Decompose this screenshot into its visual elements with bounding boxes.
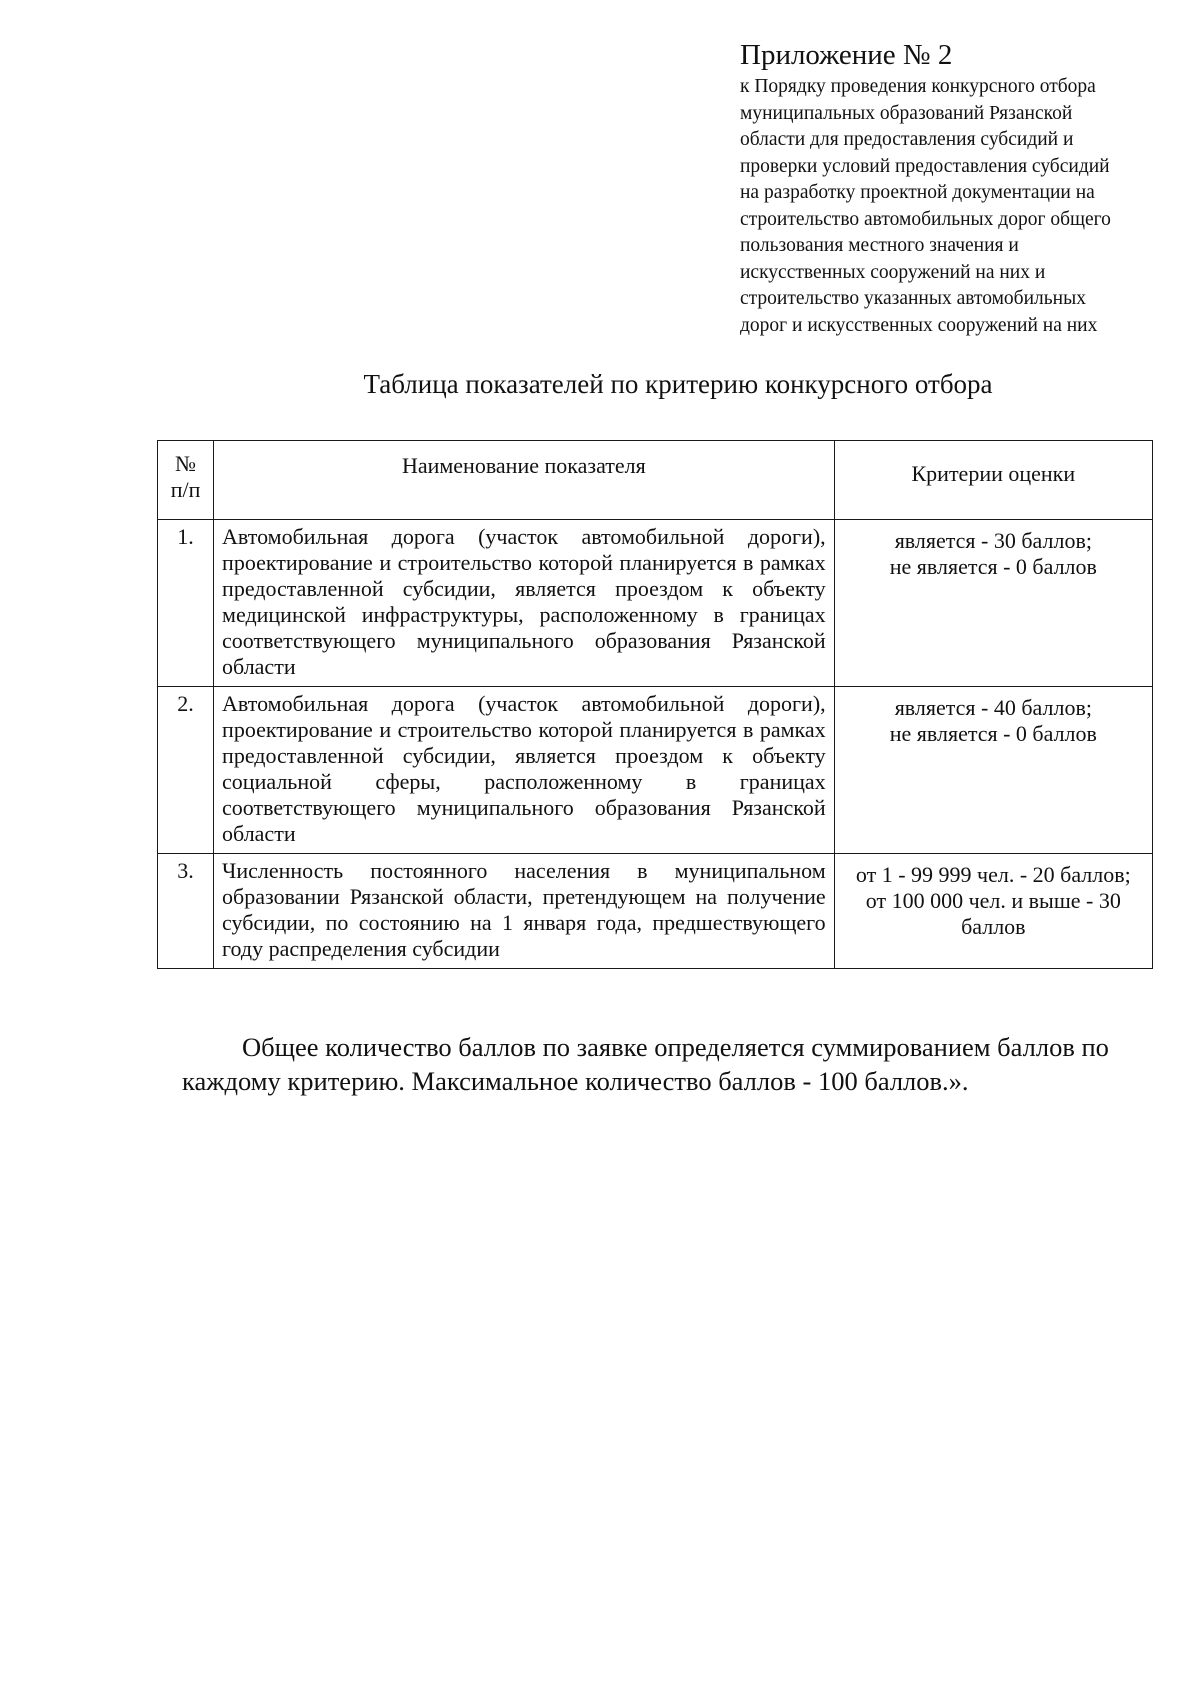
row-indicator-name: Численность постоянного населения в муниципальном образовании Рязанской области, претендующем на получение субсидии, по состоянию на 1 января года, предшествующего году распределения субсидии	[214, 854, 835, 969]
table-row	[158, 854, 1153, 969]
appendix-header	[740, 38, 1170, 339]
criteria-line: является - 30 баллов;	[894, 528, 1092, 553]
appendix-line: к Порядку проведения конкурсного отбора	[740, 76, 1096, 97]
header-number-abbr: п/п	[170, 477, 201, 502]
table-header-row	[158, 441, 1153, 520]
appendix-line: искусственных сооружений на них и	[740, 261, 1046, 283]
appendix-line: строительство автомобильных дорог общего	[740, 208, 1111, 230]
criteria-line: не является - 0 баллов	[889, 721, 1097, 746]
summary-line: Общее количество баллов по заявке определяется суммированием баллов по	[242, 1032, 1109, 1062]
criteria-line: не является - 0 баллов	[889, 554, 1097, 579]
row-number: 3.	[158, 854, 214, 969]
row-criteria	[834, 854, 1152, 969]
appendix-title: Приложение № 2	[740, 39, 953, 71]
appendix-line: дорог и искусственных сооружений на них	[740, 314, 1098, 336]
appendix-line: муниципальных образований Рязанской	[740, 102, 1073, 124]
header-number	[158, 441, 214, 520]
table-row	[158, 687, 1153, 854]
appendix-line: пользования местного значения и	[740, 235, 1019, 256]
appendix-line: проверки условий предоставления субсидий	[740, 155, 1110, 177]
appendix-line: области для предоставления субсидий и	[740, 129, 1074, 150]
criteria-line: от 1 - 99 999 чел. - 20 баллов;	[855, 862, 1131, 887]
criteria-line: является - 40 баллов;	[894, 695, 1092, 720]
header-criteria: Критерии оценки	[834, 441, 1152, 520]
row-number: 1.	[158, 520, 214, 687]
appendix-description	[740, 74, 1170, 339]
appendix-line: на разработку проектной документации на	[740, 182, 1095, 203]
header-number-symbol: №	[175, 451, 197, 476]
header-indicator-name: Наименование показателя	[214, 441, 835, 520]
table-title: Таблица показателей по критерию конкурсного отбора	[363, 369, 993, 399]
criteria-line: от 100 000 чел. и выше - 30 баллов	[865, 888, 1121, 939]
row-indicator-name: Автомобильная дорога (участок автомобильной дороги), проектирование и строительство которой планируется в рамках предоставленной субсидии, является проездом к объекту социальной сферы, расположенному в границах соответствующего муниципального образования Рязанской области	[214, 687, 835, 854]
appendix-line: строительство указанных автомобильных	[740, 288, 1086, 309]
summary-paragraph	[182, 1030, 1172, 1098]
criteria-table	[157, 440, 1153, 969]
row-criteria	[834, 520, 1152, 687]
table-row	[158, 520, 1153, 687]
row-number: 2.	[158, 687, 214, 854]
summary-line: каждому критерию. Максимальное количество баллов - 100 баллов.».	[182, 1066, 969, 1096]
row-criteria	[834, 687, 1152, 854]
row-indicator-name: Автомобильная дорога (участок автомобильной дороги), проектирование и строительство которой планируется в рамках предоставленной субсидии, является проездом к объекту медицинской инфраструктуры, расположенному в границах соответствующего муниципального образования Рязанской области	[214, 520, 835, 687]
